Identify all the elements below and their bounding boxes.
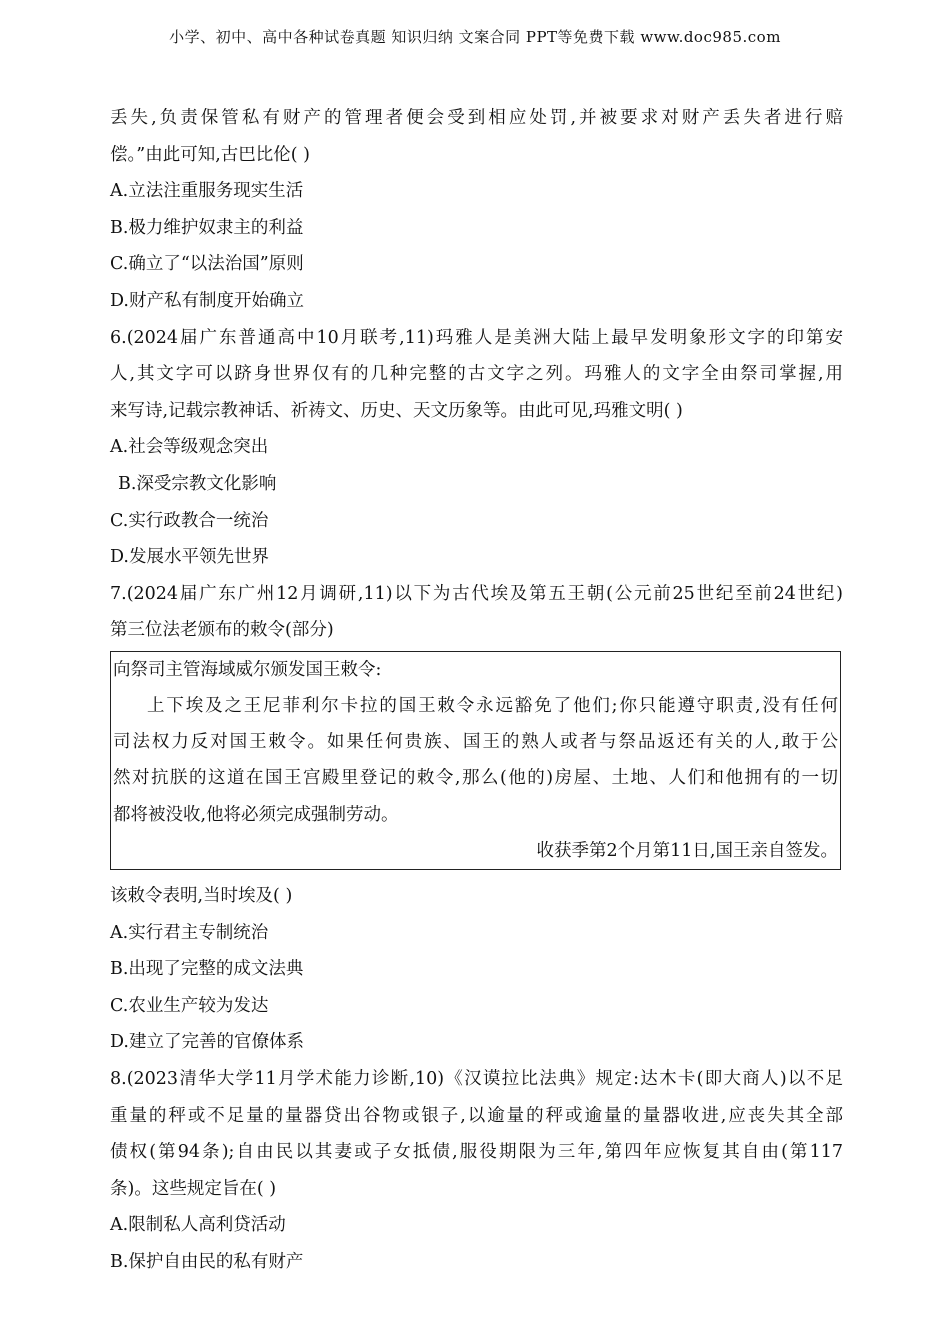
- question-stem-line: 条)。这些规定旨在( ): [110, 1178, 277, 1199]
- option-d: D.发展水平领先世界: [110, 547, 269, 568]
- page-header: 小学、初中、高中各种试卷真题 知识归纳 文案合同 PPT等免费下载 www.doc985.com: [169, 28, 781, 46]
- question-7: [110, 576, 843, 1061]
- document-body: [110, 100, 843, 1281]
- option-a: A.限制私人高利贷活动: [110, 1215, 286, 1236]
- question-stem-line: 丢失,负责保管私有财产的管理者便会受到相应处罚,并被要求对财产丢失者进行赔: [110, 108, 843, 128]
- question-stem-line: 人,其文字可以跻身世界仅有的几种完整的古文字之列。玛雅人的文字全由祭司掌握,用: [110, 364, 843, 385]
- option-b: B.极力维护奴隶主的利益: [110, 217, 304, 238]
- question-stem-line: 7.(2024届广东广州12月调研,11)以下为古代埃及第五王朝(公元前25世纪至前24世纪): [110, 583, 843, 604]
- option-b: B.出现了完整的成文法典: [110, 959, 304, 980]
- option-b: B.保护自由民的私有财产: [110, 1251, 304, 1272]
- option-c: C.确立了“以法治国”原则: [110, 254, 304, 275]
- option-c: C.农业生产较为发达: [110, 995, 269, 1016]
- edict-body-line: 然对抗朕的这道在国王宫殿里登记的敕令,那么(他的)房屋、土地、人们和他拥有的一切: [113, 768, 838, 789]
- edict-body-line: 上下埃及之王尼菲利尔卡拉的国王敕令永远豁免了他们;你只能遵守职责,没有任何: [147, 696, 838, 717]
- option-b: B.深受宗教文化影响: [118, 473, 277, 494]
- option-c: C.实行政教合一统治: [110, 510, 269, 531]
- question-stem-line: 来写诗,记载宗教神话、祈祷文、历史、天文历象等。由此可见,玛雅文明( ): [110, 400, 683, 421]
- edict-box: [110, 651, 841, 870]
- edict-heading: 向祭司主管海域威尔颁发国王敕令:: [113, 659, 382, 680]
- question-6: [110, 320, 843, 576]
- question-prompt: 该敕令表明,当时埃及( ): [110, 886, 293, 907]
- option-a: A.实行君主专制统治: [110, 922, 269, 943]
- option-d: D.财产私有制度开始确立: [110, 290, 304, 311]
- option-a: A.立法注重服务现实生活: [110, 181, 304, 202]
- question-stem-line: 重量的秤或不足量的量器贷出谷物或银子,以逾量的秤或逾量的量器收进,应丧失其全部: [110, 1105, 843, 1126]
- question-5: [110, 100, 843, 320]
- question-8: [110, 1061, 843, 1281]
- option-a: A.社会等级观念突出: [110, 437, 269, 458]
- question-stem-line: 6.(2024届广东普通高中10月联考,11)玛雅人是美洲大陆上最早发明象形文字的印第安: [110, 327, 843, 348]
- edict-body-line: 司法权力反对国王敕令。如果任何贵族、国王的熟人或者与祭品返还有关的人,敢于公: [113, 732, 838, 753]
- edict-body-line: 都将被没收,他将必须完成强制劳动。: [113, 804, 399, 825]
- question-stem-line: 8.(2023清华大学11月学术能力诊断,10)《汉谟拉比法典》规定:达木卡(即大商人)以不足: [110, 1069, 843, 1089]
- question-stem-line: 第三位法老颁布的敕令(部分): [110, 620, 334, 641]
- option-d: D.建立了完善的官僚体系: [110, 1032, 304, 1053]
- question-stem-line: 债权(第94条);自由民以其妻或子女抵债,服役期限为三年,第四年应恢复其自由(第117: [110, 1142, 843, 1163]
- edict-signature: 收获季第2个月第11日,国王亲自签发。: [536, 840, 838, 861]
- question-stem-line: 偿。”由此可知,古巴比伦( ): [110, 144, 310, 165]
